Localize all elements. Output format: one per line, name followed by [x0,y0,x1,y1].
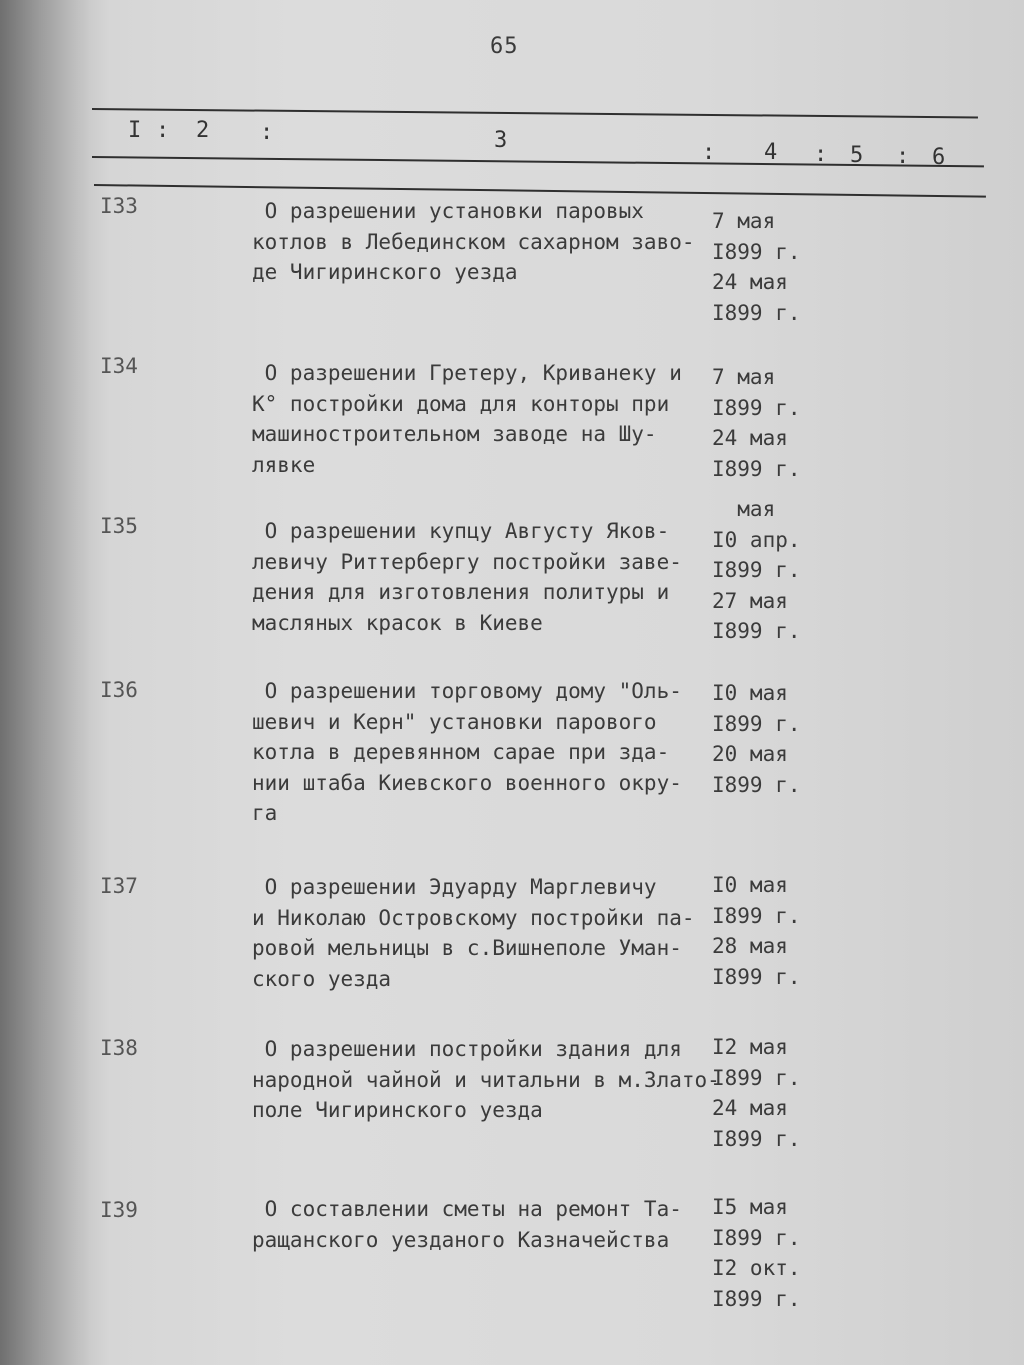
column-header-3: 3 [494,128,508,153]
column-separator: : [156,118,170,143]
entry-number: I37 [100,874,138,898]
entry-number: I35 [100,514,138,538]
book-binding-shadow [0,0,90,1365]
entry-number: I39 [100,1198,138,1222]
header-top-rule [92,108,978,119]
entry-dates: I0 мая I899 г. 20 мая I899 г. [712,681,801,797]
entry-description: О составлении сметы на ремонт Та- ращанского уезданого Казначейства [252,1197,682,1252]
column-header-5: 5 [850,143,864,168]
page-number: 65 [490,34,519,59]
entry-number: I38 [100,1036,138,1060]
column-separator: : [702,140,716,165]
entry-dates: 7 мая I899 г. 24 мая I899 г. [712,209,801,325]
entry-description: О разрешении Гретеру, Криванеку и К° постройки дома для конторы при машиностроительном заводе на Шу- лявке [252,361,682,477]
column-separator: : [260,120,274,145]
entry-description: О разрешении установки паровых котлов в Лебединском сахарном заво- де Чигиринского уезда [252,199,695,284]
column-separator: : [896,144,910,169]
entry-dates: 7 мая I899 г. 24 мая I899 г. [712,365,801,481]
entry-number: I34 [100,354,138,378]
column-separator: : [814,142,828,167]
column-header-1: I [128,118,142,143]
entry-dates: I0 мая I899 г. 28 мая I899 г. [712,873,801,989]
entry-number: I33 [100,194,138,218]
column-header-2: 2 [196,118,210,143]
entry-description: О разрешении постройки здания для народной чайной и читальни в м.Злато- поле Чигиринского уезда [252,1037,720,1122]
entry-dates: мая I0 апр. I899 г. 27 мая I899 г. [712,497,801,643]
column-header-6: 6 [932,145,946,170]
entry-description: О разрешении купцу Августу Яков- левичу Риттербергу постройки заве- дения для изготовления политуры и масляных красок в Киеве [252,519,682,635]
entry-description: О разрешении торговому дому "Оль- шевич и Керн" установки парового котла в деревянном сарае при зда- нии штаба Киевского военного окру- га [252,679,682,825]
entry-number: I36 [100,678,138,702]
entry-dates: I2 мая I899 г. 24 мая I899 г. [712,1035,801,1151]
entry-dates: I5 мая I899 г. I2 окт. I899 г. [712,1195,801,1311]
entry-description: О разрешении Эдуарду Марглевичу и Николаю Островскому постройки па- ровой мельницы в с.Вишнеполе Уман- ского уезда [252,875,695,991]
column-header-4: 4 [764,140,778,165]
